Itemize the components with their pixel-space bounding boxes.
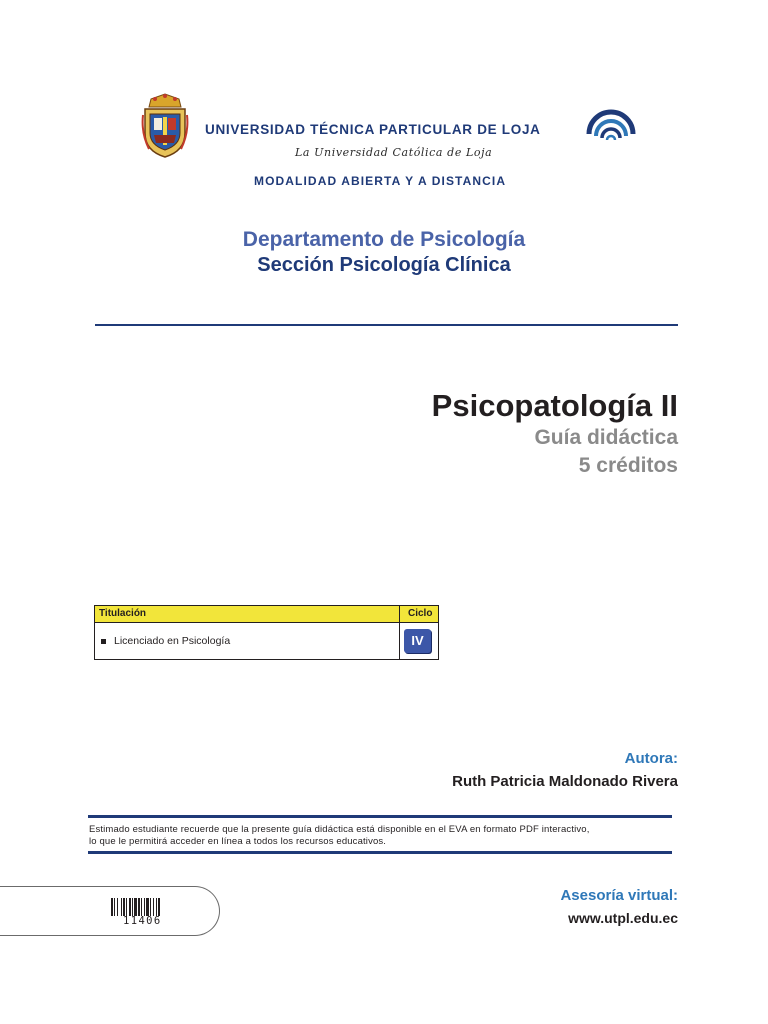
table-header-row — [95, 606, 438, 623]
university-tagline: La Universidad Católica de Loja — [295, 146, 493, 159]
table-column-divider — [399, 606, 400, 659]
titulacion-table — [94, 605, 439, 660]
department-name: Departamento de Psicología — [242, 228, 526, 251]
author-label: Autora: — [624, 750, 678, 767]
barcode-frame — [0, 886, 220, 936]
department-section: Sección Psicología Clínica — [257, 254, 511, 276]
column-header-ciclo: Ciclo — [408, 608, 433, 619]
virtual-advisory-label: Asesoría virtual: — [560, 887, 678, 904]
utpl-arcs-logo-icon — [583, 98, 639, 150]
barcode-icon — [111, 898, 185, 916]
notice-bottom-rule — [88, 851, 672, 854]
study-modality: MODALIDAD ABIERTA Y A DISTANCIA — [254, 174, 507, 188]
course-credits: 5 créditos — [578, 454, 678, 477]
website-link[interactable]: www.utpl.edu.ec — [568, 910, 678, 926]
notice-line-1: Estimado estudiante recuerde que la presente guía didáctica está disponible en el EVA en formato PDF interactivo, — [89, 824, 590, 835]
degree-name: Licenciado en Psicología — [114, 635, 231, 647]
guide-type: Guía didáctica — [534, 426, 678, 449]
barcode-number: 11406 — [123, 915, 162, 927]
notice-top-rule — [88, 815, 672, 818]
notice-line-2: lo que le permitirá acceder en línea a todos los recursos educativos. — [89, 836, 387, 847]
header-divider — [95, 324, 678, 326]
bullet-icon — [101, 639, 106, 644]
university-name: UNIVERSIDAD TÉCNICA PARTICULAR DE LOJA — [205, 122, 541, 137]
cycle-value: IV — [411, 633, 424, 648]
cycle-badge — [404, 629, 431, 653]
university-crest-icon — [141, 93, 189, 159]
course-title: Psicopatología II — [431, 388, 678, 423]
column-header-titulacion: Titulación — [99, 608, 147, 619]
author-name: Ruth Patricia Maldonado Rivera — [452, 773, 678, 790]
